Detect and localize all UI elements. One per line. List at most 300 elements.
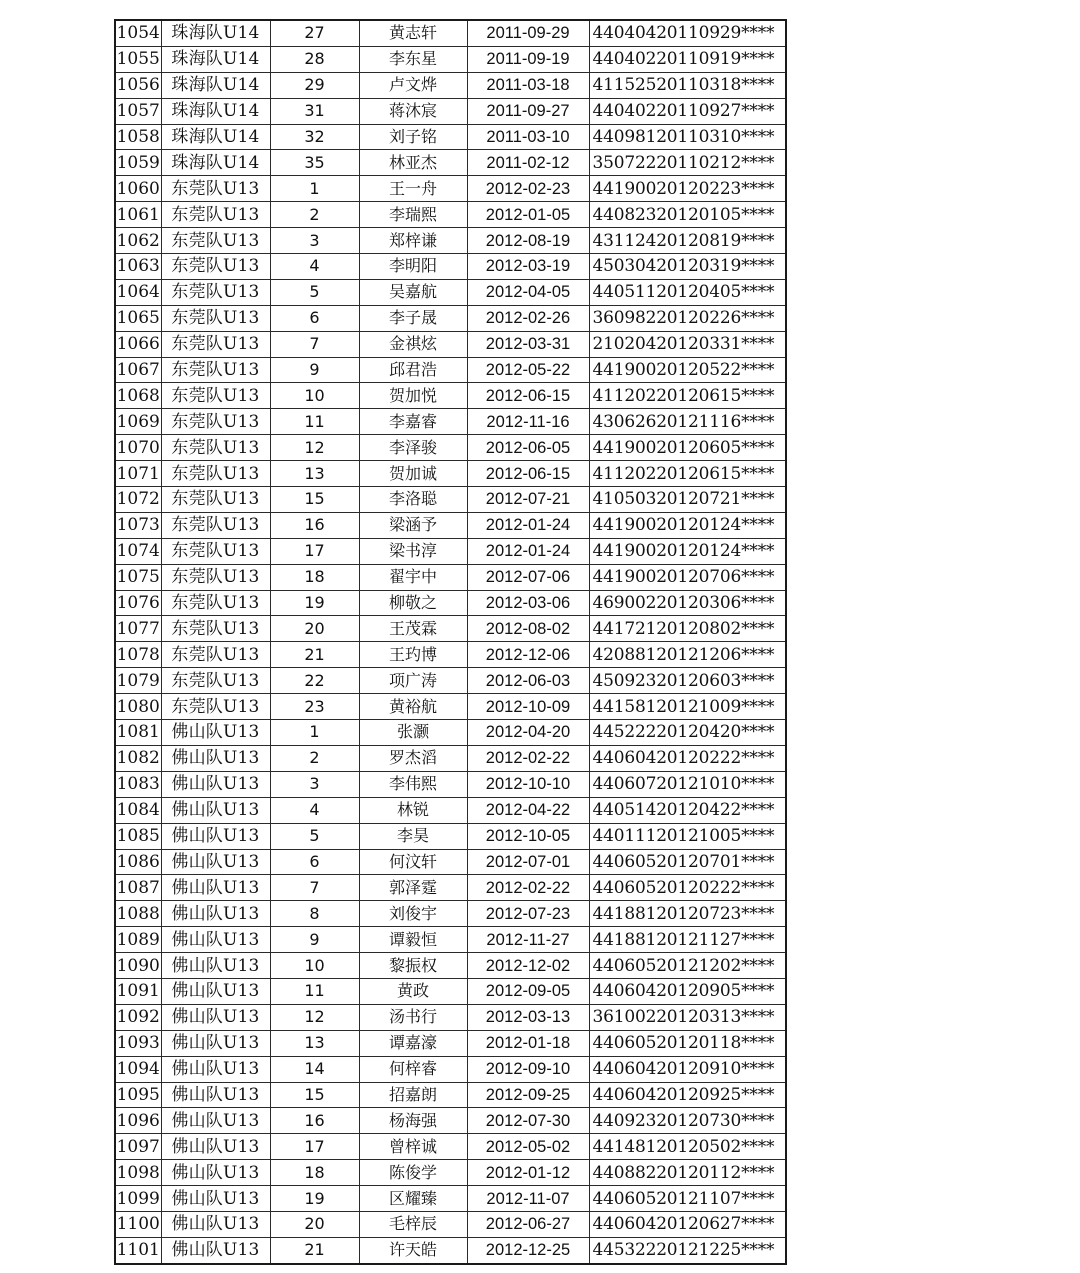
jersey-number-cell: 5 — [270, 279, 359, 305]
team-cell: 佛山队U13 — [161, 1082, 270, 1108]
table-row — [115, 1160, 786, 1186]
team-cell: 珠海队U14 — [161, 98, 270, 124]
row-index-cell: 1098 — [115, 1160, 161, 1186]
id-number-cell: 44092320120730**** — [589, 1108, 786, 1134]
birth-date-cell: 2012-01-24 — [467, 538, 589, 564]
row-index-cell: 1071 — [115, 461, 161, 487]
table-row — [115, 642, 786, 668]
id-number-cell: 44190020120605**** — [589, 435, 786, 461]
birth-date-cell: 2012-11-16 — [467, 409, 589, 435]
table-row — [115, 254, 786, 280]
team-cell: 佛山队U13 — [161, 771, 270, 797]
player-name-cell: 贺加悦 — [359, 383, 467, 409]
player-name-cell: 李东星 — [359, 46, 467, 72]
jersey-number-cell: 9 — [270, 357, 359, 383]
row-index-cell: 1055 — [115, 46, 161, 72]
birth-date-cell: 2012-10-10 — [467, 771, 589, 797]
id-number-cell: 44082320120105**** — [589, 202, 786, 228]
birth-date-cell: 2012-06-15 — [467, 461, 589, 487]
player-name-cell: 黄政 — [359, 978, 467, 1004]
table-row — [115, 46, 786, 72]
table-row — [115, 409, 786, 435]
birth-date-cell: 2011-09-29 — [467, 20, 589, 46]
team-cell: 东莞队U13 — [161, 512, 270, 538]
jersey-number-cell: 16 — [270, 512, 359, 538]
jersey-number-cell: 1 — [270, 176, 359, 202]
birth-date-cell: 2012-09-05 — [467, 978, 589, 1004]
row-index-cell: 1099 — [115, 1186, 161, 1212]
birth-date-cell: 2012-09-10 — [467, 1056, 589, 1082]
team-cell: 佛山队U13 — [161, 849, 270, 875]
team-cell: 珠海队U14 — [161, 20, 270, 46]
team-cell: 东莞队U13 — [161, 668, 270, 694]
table-row — [115, 1030, 786, 1056]
jersey-number-cell: 6 — [270, 305, 359, 331]
id-number-cell: 44148120120502**** — [589, 1134, 786, 1160]
team-cell: 东莞队U13 — [161, 642, 270, 668]
team-cell: 珠海队U14 — [161, 72, 270, 98]
birth-date-cell: 2012-01-24 — [467, 512, 589, 538]
player-name-cell: 金祺炫 — [359, 331, 467, 357]
id-number-cell: 36100220120313**** — [589, 1004, 786, 1030]
birth-date-cell: 2011-03-18 — [467, 72, 589, 98]
birth-date-cell: 2012-06-05 — [467, 435, 589, 461]
table-row — [115, 487, 786, 513]
jersey-number-cell: 15 — [270, 1082, 359, 1108]
birth-date-cell: 2012-11-27 — [467, 927, 589, 953]
team-cell: 东莞队U13 — [161, 590, 270, 616]
id-number-cell: 44088220120112**** — [589, 1160, 786, 1186]
birth-date-cell: 2012-08-19 — [467, 228, 589, 254]
jersey-number-cell: 6 — [270, 849, 359, 875]
team-cell: 东莞队U13 — [161, 202, 270, 228]
id-number-cell: 44060420120925**** — [589, 1082, 786, 1108]
player-name-cell: 曾梓诚 — [359, 1134, 467, 1160]
table-row — [115, 953, 786, 979]
team-cell: 东莞队U13 — [161, 409, 270, 435]
id-number-cell: 44190020120706**** — [589, 564, 786, 590]
id-number-cell: 44060420120222**** — [589, 745, 786, 771]
team-cell: 佛山队U13 — [161, 823, 270, 849]
player-name-cell: 谭毅恒 — [359, 927, 467, 953]
id-number-cell: 45092320120603**** — [589, 668, 786, 694]
table-row — [115, 461, 786, 487]
player-name-cell: 郭泽霆 — [359, 875, 467, 901]
player-name-cell: 李子晟 — [359, 305, 467, 331]
id-number-cell: 44190020120124**** — [589, 512, 786, 538]
table-row — [115, 202, 786, 228]
row-index-cell: 1072 — [115, 487, 161, 513]
jersey-number-cell: 14 — [270, 1056, 359, 1082]
player-name-cell: 刘俊宇 — [359, 901, 467, 927]
table-row — [115, 720, 786, 746]
row-index-cell: 1089 — [115, 927, 161, 953]
player-name-cell: 梁涵予 — [359, 512, 467, 538]
birth-date-cell: 2012-03-13 — [467, 1004, 589, 1030]
team-cell: 佛山队U13 — [161, 720, 270, 746]
team-cell: 佛山队U13 — [161, 927, 270, 953]
table-row — [115, 616, 786, 642]
team-cell: 东莞队U13 — [161, 279, 270, 305]
jersey-number-cell: 11 — [270, 409, 359, 435]
jersey-number-cell: 7 — [270, 875, 359, 901]
team-cell: 佛山队U13 — [161, 875, 270, 901]
player-name-cell: 蒋沐宸 — [359, 98, 467, 124]
player-name-cell: 刘子铭 — [359, 124, 467, 150]
row-index-cell: 1096 — [115, 1108, 161, 1134]
player-name-cell: 李泽骏 — [359, 435, 467, 461]
id-number-cell: 35072220110212**** — [589, 150, 786, 176]
player-name-cell: 卢文烨 — [359, 72, 467, 98]
player-name-cell: 毛梓辰 — [359, 1211, 467, 1237]
birth-date-cell: 2012-10-05 — [467, 823, 589, 849]
jersey-number-cell: 35 — [270, 150, 359, 176]
id-number-cell: 44060720121010**** — [589, 771, 786, 797]
birth-date-cell: 2012-09-25 — [467, 1082, 589, 1108]
id-number-cell: 44522220120420**** — [589, 720, 786, 746]
team-cell: 佛山队U13 — [161, 797, 270, 823]
row-index-cell: 1070 — [115, 435, 161, 461]
player-name-cell: 项广涛 — [359, 668, 467, 694]
id-number-cell: 41152520110318**** — [589, 72, 786, 98]
player-name-cell: 柳敬之 — [359, 590, 467, 616]
team-cell: 东莞队U13 — [161, 564, 270, 590]
jersey-number-cell: 5 — [270, 823, 359, 849]
table-row — [115, 668, 786, 694]
row-index-cell: 1057 — [115, 98, 161, 124]
team-cell: 东莞队U13 — [161, 461, 270, 487]
player-name-cell: 郑梓谦 — [359, 228, 467, 254]
birth-date-cell: 2012-04-22 — [467, 797, 589, 823]
row-index-cell: 1087 — [115, 875, 161, 901]
id-number-cell: 44060520121107**** — [589, 1186, 786, 1212]
player-name-cell: 黄裕航 — [359, 694, 467, 720]
player-name-cell: 陈俊学 — [359, 1160, 467, 1186]
table-row — [115, 124, 786, 150]
player-name-cell: 何梓睿 — [359, 1056, 467, 1082]
player-name-cell: 许天皓 — [359, 1237, 467, 1263]
birth-date-cell: 2012-02-22 — [467, 745, 589, 771]
birth-date-cell: 2012-07-23 — [467, 901, 589, 927]
player-name-cell: 张灏 — [359, 720, 467, 746]
birth-date-cell: 2012-07-30 — [467, 1108, 589, 1134]
id-number-cell: 44188120121127**** — [589, 927, 786, 953]
jersey-number-cell: 19 — [270, 590, 359, 616]
id-number-cell: 46900220120306**** — [589, 590, 786, 616]
jersey-number-cell: 23 — [270, 694, 359, 720]
row-index-cell: 1054 — [115, 20, 161, 46]
row-index-cell: 1062 — [115, 228, 161, 254]
birth-date-cell: 2012-06-15 — [467, 383, 589, 409]
jersey-number-cell: 27 — [270, 20, 359, 46]
table-row — [115, 590, 786, 616]
birth-date-cell: 2012-07-06 — [467, 564, 589, 590]
team-cell: 佛山队U13 — [161, 1211, 270, 1237]
team-cell: 佛山队U13 — [161, 1108, 270, 1134]
table-row — [115, 228, 786, 254]
birth-date-cell: 2012-02-22 — [467, 875, 589, 901]
birth-date-cell: 2012-11-07 — [467, 1186, 589, 1212]
birth-date-cell: 2012-01-18 — [467, 1030, 589, 1056]
birth-date-cell: 2012-03-06 — [467, 590, 589, 616]
id-number-cell: 36098220120226**** — [589, 305, 786, 331]
player-name-cell: 梁书淳 — [359, 538, 467, 564]
row-index-cell: 1082 — [115, 745, 161, 771]
table-row — [115, 1211, 786, 1237]
player-name-cell: 翟宇中 — [359, 564, 467, 590]
table-row — [115, 771, 786, 797]
table-row — [115, 305, 786, 331]
birth-date-cell: 2012-05-02 — [467, 1134, 589, 1160]
birth-date-cell: 2012-07-21 — [467, 487, 589, 513]
table-row — [115, 72, 786, 98]
id-number-cell: 44172120120802**** — [589, 616, 786, 642]
birth-date-cell: 2012-10-09 — [467, 694, 589, 720]
team-cell: 佛山队U13 — [161, 1160, 270, 1186]
birth-date-cell: 2012-01-05 — [467, 202, 589, 228]
team-cell: 东莞队U13 — [161, 254, 270, 280]
row-index-cell: 1092 — [115, 1004, 161, 1030]
id-number-cell: 44532220121225**** — [589, 1237, 786, 1263]
player-name-cell: 王茂霖 — [359, 616, 467, 642]
row-index-cell: 1077 — [115, 616, 161, 642]
birth-date-cell: 2011-09-27 — [467, 98, 589, 124]
row-index-cell: 1065 — [115, 305, 161, 331]
jersey-number-cell: 15 — [270, 487, 359, 513]
team-cell: 佛山队U13 — [161, 1030, 270, 1056]
row-index-cell: 1100 — [115, 1211, 161, 1237]
id-number-cell: 44188120120723**** — [589, 901, 786, 927]
table-row — [115, 150, 786, 176]
player-name-cell: 谭嘉濠 — [359, 1030, 467, 1056]
player-name-cell: 王一舟 — [359, 176, 467, 202]
row-index-cell: 1090 — [115, 953, 161, 979]
player-name-cell: 黄志轩 — [359, 20, 467, 46]
team-cell: 东莞队U13 — [161, 435, 270, 461]
team-cell: 东莞队U13 — [161, 487, 270, 513]
birth-date-cell: 2012-01-12 — [467, 1160, 589, 1186]
player-name-cell: 林锐 — [359, 797, 467, 823]
birth-date-cell: 2012-02-23 — [467, 176, 589, 202]
table-row — [115, 927, 786, 953]
jersey-number-cell: 12 — [270, 1004, 359, 1030]
id-number-cell: 41120220120615**** — [589, 383, 786, 409]
id-number-cell: 41050320120721**** — [589, 487, 786, 513]
row-index-cell: 1076 — [115, 590, 161, 616]
jersey-number-cell: 21 — [270, 1237, 359, 1263]
row-index-cell: 1069 — [115, 409, 161, 435]
team-cell: 珠海队U14 — [161, 124, 270, 150]
birth-date-cell: 2011-03-10 — [467, 124, 589, 150]
row-index-cell: 1066 — [115, 331, 161, 357]
player-name-cell: 招嘉朗 — [359, 1082, 467, 1108]
id-number-cell: 44040220110919**** — [589, 46, 786, 72]
id-number-cell: 44040420110929**** — [589, 20, 786, 46]
table-row — [115, 823, 786, 849]
birth-date-cell: 2012-12-02 — [467, 953, 589, 979]
jersey-number-cell: 17 — [270, 538, 359, 564]
row-index-cell: 1067 — [115, 357, 161, 383]
birth-date-cell: 2012-06-27 — [467, 1211, 589, 1237]
table-row — [115, 331, 786, 357]
jersey-number-cell: 20 — [270, 1211, 359, 1237]
jersey-number-cell: 21 — [270, 642, 359, 668]
birth-date-cell: 2012-04-20 — [467, 720, 589, 746]
birth-date-cell: 2011-09-19 — [467, 46, 589, 72]
jersey-number-cell: 18 — [270, 564, 359, 590]
player-name-cell: 李昊 — [359, 823, 467, 849]
jersey-number-cell: 2 — [270, 745, 359, 771]
id-number-cell: 44011120121005**** — [589, 823, 786, 849]
row-index-cell: 1083 — [115, 771, 161, 797]
jersey-number-cell: 18 — [270, 1160, 359, 1186]
id-number-cell: 43062620121116**** — [589, 409, 786, 435]
player-name-cell: 汤书行 — [359, 1004, 467, 1030]
row-index-cell: 1084 — [115, 797, 161, 823]
table-row — [115, 978, 786, 1004]
jersey-number-cell: 13 — [270, 1030, 359, 1056]
id-number-cell: 44060520120118**** — [589, 1030, 786, 1056]
table-row — [115, 357, 786, 383]
birth-date-cell: 2012-06-03 — [467, 668, 589, 694]
team-cell: 东莞队U13 — [161, 538, 270, 564]
player-name-cell: 李洛聪 — [359, 487, 467, 513]
row-index-cell: 1074 — [115, 538, 161, 564]
roster-body — [115, 20, 786, 1264]
table-row — [115, 1186, 786, 1212]
row-index-cell: 1061 — [115, 202, 161, 228]
id-number-cell: 44190020120223**** — [589, 176, 786, 202]
jersey-number-cell: 3 — [270, 771, 359, 797]
row-index-cell: 1073 — [115, 512, 161, 538]
player-roster-table — [114, 19, 787, 1265]
table-row — [115, 875, 786, 901]
row-index-cell: 1101 — [115, 1237, 161, 1263]
jersey-number-cell: 29 — [270, 72, 359, 98]
id-number-cell: 43112420120819**** — [589, 228, 786, 254]
jersey-number-cell: 31 — [270, 98, 359, 124]
player-name-cell: 李明阳 — [359, 254, 467, 280]
jersey-number-cell: 1 — [270, 720, 359, 746]
row-index-cell: 1056 — [115, 72, 161, 98]
row-index-cell: 1091 — [115, 978, 161, 1004]
team-cell: 佛山队U13 — [161, 745, 270, 771]
id-number-cell: 44060520121202**** — [589, 953, 786, 979]
row-index-cell: 1063 — [115, 254, 161, 280]
table-row — [115, 383, 786, 409]
table-row — [115, 98, 786, 124]
id-number-cell: 44158120121009**** — [589, 694, 786, 720]
team-cell: 佛山队U13 — [161, 1056, 270, 1082]
row-index-cell: 1086 — [115, 849, 161, 875]
jersey-number-cell: 22 — [270, 668, 359, 694]
id-number-cell: 42088120121206**** — [589, 642, 786, 668]
table-row — [115, 1056, 786, 1082]
id-number-cell: 44060520120701**** — [589, 849, 786, 875]
jersey-number-cell: 32 — [270, 124, 359, 150]
jersey-number-cell: 4 — [270, 797, 359, 823]
jersey-number-cell: 4 — [270, 254, 359, 280]
table-row — [115, 849, 786, 875]
jersey-number-cell: 9 — [270, 927, 359, 953]
team-cell: 珠海队U14 — [161, 46, 270, 72]
player-name-cell: 邱君浩 — [359, 357, 467, 383]
player-name-cell: 王玓博 — [359, 642, 467, 668]
table-row — [115, 176, 786, 202]
row-index-cell: 1059 — [115, 150, 161, 176]
id-number-cell: 44051420120422**** — [589, 797, 786, 823]
id-number-cell: 44190020120522**** — [589, 357, 786, 383]
team-cell: 东莞队U13 — [161, 357, 270, 383]
table-row — [115, 745, 786, 771]
row-index-cell: 1079 — [115, 668, 161, 694]
table-row — [115, 538, 786, 564]
team-cell: 珠海队U14 — [161, 150, 270, 176]
jersey-number-cell: 20 — [270, 616, 359, 642]
row-index-cell: 1094 — [115, 1056, 161, 1082]
id-number-cell: 44098120110310**** — [589, 124, 786, 150]
birth-date-cell: 2012-12-06 — [467, 642, 589, 668]
player-name-cell: 李瑞熙 — [359, 202, 467, 228]
row-index-cell: 1058 — [115, 124, 161, 150]
jersey-number-cell: 11 — [270, 978, 359, 1004]
table-row — [115, 694, 786, 720]
birth-date-cell: 2012-04-05 — [467, 279, 589, 305]
team-cell: 东莞队U13 — [161, 616, 270, 642]
team-cell: 东莞队U13 — [161, 176, 270, 202]
player-name-cell: 区耀臻 — [359, 1186, 467, 1212]
row-index-cell: 1088 — [115, 901, 161, 927]
row-index-cell: 1080 — [115, 694, 161, 720]
team-cell: 东莞队U13 — [161, 383, 270, 409]
player-name-cell: 李嘉睿 — [359, 409, 467, 435]
player-name-cell: 何汶轩 — [359, 849, 467, 875]
table-row — [115, 797, 786, 823]
birth-date-cell: 2012-05-22 — [467, 357, 589, 383]
table-row — [115, 1004, 786, 1030]
team-cell: 佛山队U13 — [161, 1186, 270, 1212]
id-number-cell: 44051120120405**** — [589, 279, 786, 305]
birth-date-cell: 2012-07-01 — [467, 849, 589, 875]
table-row — [115, 279, 786, 305]
row-index-cell: 1081 — [115, 720, 161, 746]
player-name-cell: 黎振权 — [359, 953, 467, 979]
id-number-cell: 44060420120905**** — [589, 978, 786, 1004]
table-row — [115, 435, 786, 461]
table-row — [115, 1237, 786, 1263]
jersey-number-cell: 10 — [270, 953, 359, 979]
row-index-cell: 1093 — [115, 1030, 161, 1056]
team-cell: 东莞队U13 — [161, 331, 270, 357]
id-number-cell: 44060420120627**** — [589, 1211, 786, 1237]
player-name-cell: 杨海强 — [359, 1108, 467, 1134]
row-index-cell: 1095 — [115, 1082, 161, 1108]
team-cell: 东莞队U13 — [161, 305, 270, 331]
jersey-number-cell: 28 — [270, 46, 359, 72]
birth-date-cell: 2012-02-26 — [467, 305, 589, 331]
table-row — [115, 1108, 786, 1134]
team-cell: 佛山队U13 — [161, 953, 270, 979]
birth-date-cell: 2012-08-02 — [467, 616, 589, 642]
id-number-cell: 41120220120615**** — [589, 461, 786, 487]
player-name-cell: 吴嘉航 — [359, 279, 467, 305]
id-number-cell: 44190020120124**** — [589, 538, 786, 564]
birth-date-cell: 2012-12-25 — [467, 1237, 589, 1263]
player-name-cell: 李伟熙 — [359, 771, 467, 797]
jersey-number-cell: 16 — [270, 1108, 359, 1134]
id-number-cell: 21020420120331**** — [589, 331, 786, 357]
jersey-number-cell: 13 — [270, 461, 359, 487]
